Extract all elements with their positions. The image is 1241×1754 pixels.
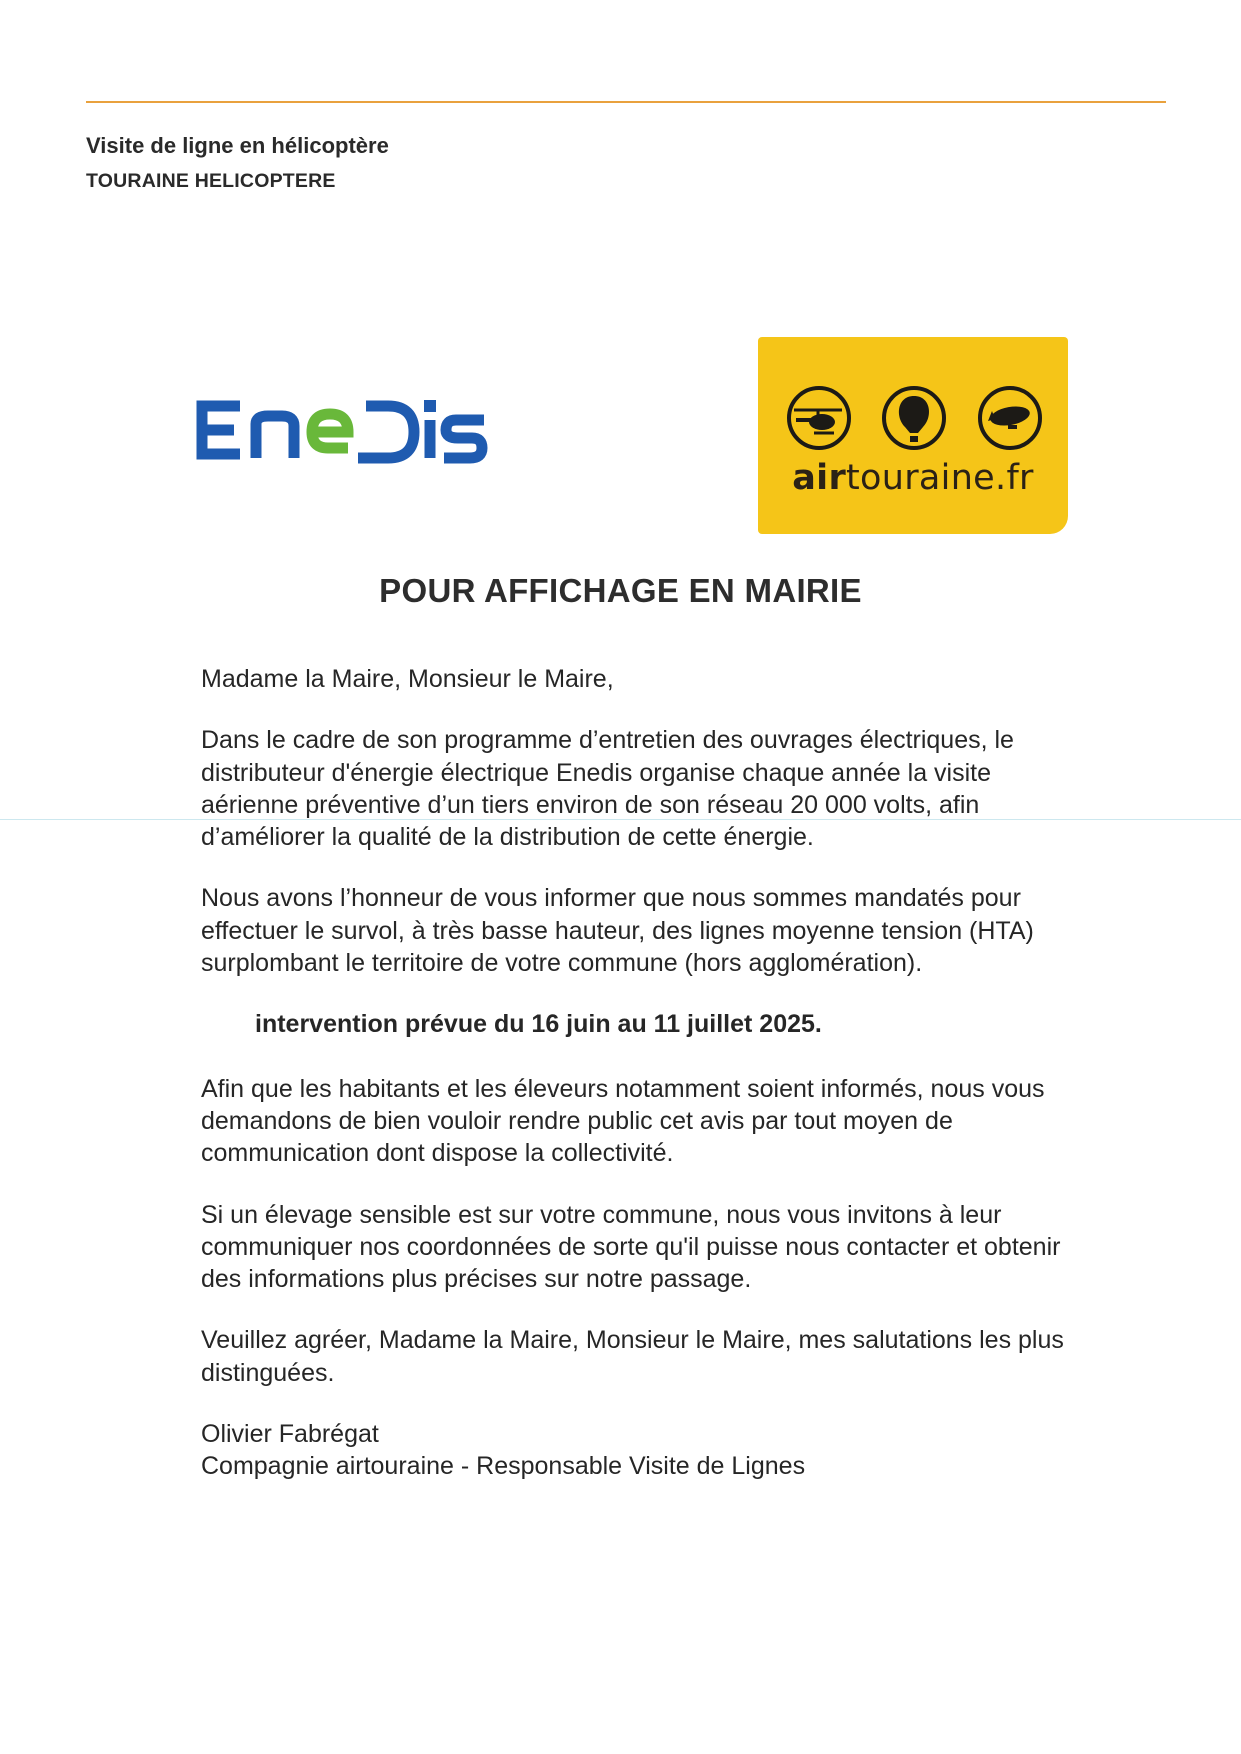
salutation: Madame la Maire, Monsieur le Maire, bbox=[201, 665, 614, 693]
airtouraine-logo bbox=[758, 337, 1068, 534]
signature-role: Compagnie airtouraine - Responsable Visite de Lignes bbox=[201, 1452, 806, 1481]
letter-body bbox=[201, 663, 1081, 1483]
paragraph-mandate: Nous avons l’honneur de vous informer que nous sommes mandatés pour effectuer le survol, à très basse hauteur, des lignes moyenne tension (HTA) surplombant le territoire de votre commune (hors agglomération). bbox=[201, 884, 1034, 978]
airtouraine-brand bbox=[758, 458, 1068, 498]
document-header bbox=[86, 133, 389, 193]
closing: Veuillez agréer, Madame la Maire, Monsieur le Maire, mes salutations les plus distinguées. bbox=[201, 1326, 1064, 1387]
header-subject: Visite de ligne en hélicoptère bbox=[86, 133, 389, 158]
brand-regular: touraine.fr bbox=[846, 458, 1034, 498]
document-title: POUR AFFICHAGE EN MAIRIE bbox=[379, 572, 862, 609]
signature-name: Olivier Fabrégat bbox=[201, 1420, 379, 1449]
airtouraine-icons bbox=[784, 383, 1044, 453]
hot-air-balloon-icon bbox=[884, 388, 944, 448]
paragraph-context: Dans le cadre de son programme d’entretien des ouvrages électriques, le distributeur d'énergie électrique Enedis organise chaque année la visite aérienne préventive d’un tiers environ de son réseau 20 000 volts, afin d’améliorer la qualité de la distribution de cette énergie. bbox=[201, 726, 1014, 852]
paragraph-request: Afin que les habitants et les éleveurs notamment soient informés, nous vous demandons de bien vouloir rendre public cet avis par tout moyen de communication dont dispose la collectivité. bbox=[201, 1074, 1045, 1168]
helicopter-icon bbox=[789, 388, 849, 448]
header-company: TOURAINE HELICOPTERE bbox=[86, 170, 336, 192]
header-divider bbox=[86, 101, 1166, 103]
intervention-dates: intervention prévue du 16 juin au 11 juillet 2025. bbox=[255, 1010, 822, 1039]
brand-bold: air bbox=[792, 458, 847, 498]
enedis-logo bbox=[188, 392, 488, 468]
airship-icon bbox=[980, 388, 1040, 448]
paragraph-livestock: Si un élevage sensible est sur votre commune, nous vous invitons à leur communiquer nos coordonnées de sorte qu'il puisse nous contacter et obtenir des informations plus précises sur notre passage. bbox=[201, 1200, 1061, 1294]
